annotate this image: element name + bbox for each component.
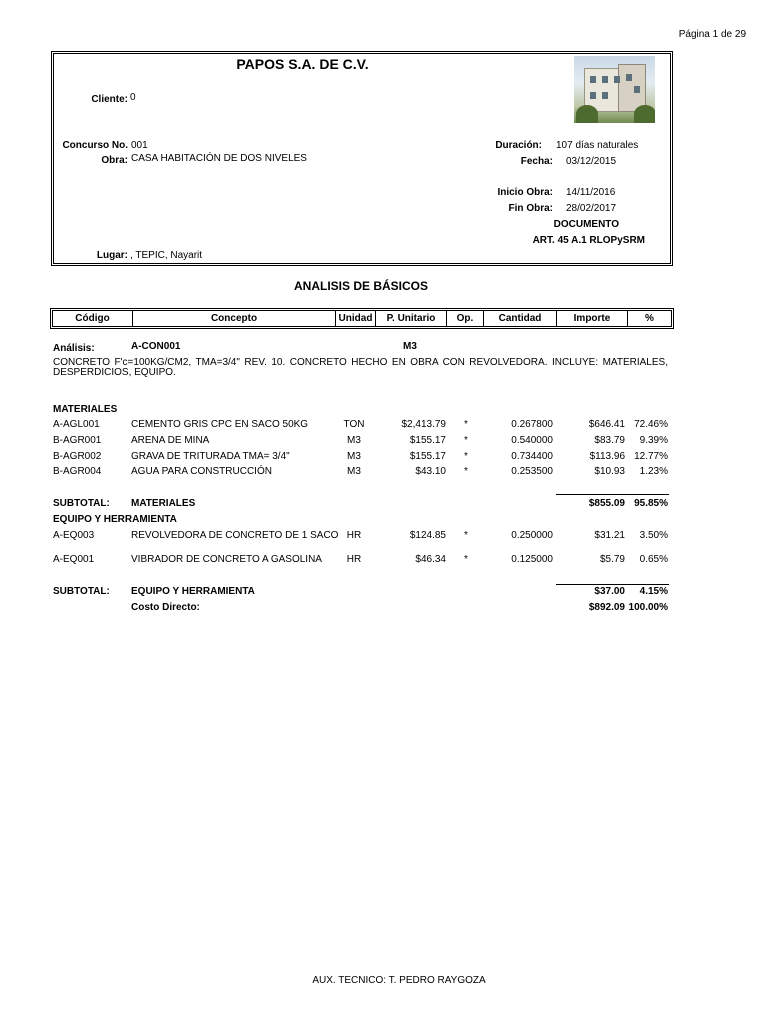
subtotal-label: SUBTOTAL: [53,498,110,509]
row-unit: TON [343,419,365,430]
costo-directo-label: Costo Directo: [131,602,200,613]
row-op: * [464,466,468,477]
row-qty: 0.734400 [511,451,553,462]
subtotal-name: EQUIPO Y HERRAMIENTA [131,586,255,597]
documento-label: DOCUMENTO [553,219,619,230]
row-code: B-AGR001 [53,435,102,446]
analysis-code: A-CON001 [131,341,181,352]
analysis-label: Análisis: [53,343,95,354]
subtotal-pct: 95.85% [634,498,668,509]
analysis-description-line1: CONCRETO F'c=100KG/CM2, TMA=3/4" REV. 10. CONCRETO HECHO EN OBRA CON REVOLVEDORA. INCLUYE: MATERIALES, [53,357,668,368]
row-pct: 9.39% [639,435,668,446]
row-op: * [464,451,468,462]
fin-obra-label: Fin Obra: [508,203,553,214]
row-price: $155.17 [409,435,446,446]
row-qty: 0.125000 [511,554,553,565]
row-qty: 0.250000 [511,530,553,541]
subtotal-amount: $37.00 [594,586,625,597]
row-pct: 12.77% [634,451,668,462]
subtotal-label: SUBTOTAL: [53,586,110,597]
row-qty: 0.253500 [511,466,553,477]
row-concept: AGUA PARA CONSTRUCCIÓN [131,466,272,477]
company-photo [574,56,655,123]
column-header-concepto: Concepto [133,311,336,326]
row-unit: M3 [347,466,361,477]
inicio-obra-value: 14/11/2016 [566,187,616,198]
concurso-label: Concurso No. [62,140,128,151]
row-price: $124.85 [409,530,446,541]
row-code: A-AGL001 [53,419,100,430]
obra-label: Obra: [101,155,128,166]
row-op: * [464,435,468,446]
analysis-unit: M3 [403,341,417,352]
row-amount: $10.93 [594,466,625,477]
subtotal-name: MATERIALES [131,498,196,509]
row-concept: CEMENTO GRIS CPC EN SACO 50KG [131,419,309,430]
analysis-description-line2: DESPERDICIOS, EQUIPO. [53,367,176,378]
row-qty: 0.267800 [511,419,553,430]
inicio-obra-label: Inicio Obra: [497,187,553,198]
row-unit: M3 [347,435,361,446]
row-op: * [464,419,468,430]
fecha-value: 03/12/2015 [566,156,617,167]
row-concept: GRAVA DE TRITURADA TMA= 3/4" [131,451,290,462]
row-code: B-AGR004 [53,466,102,477]
row-price: $2,413.79 [401,419,446,430]
row-concept: REVOLVEDORA DE CONCRETO DE 1 SACO [131,530,339,541]
lugar-label: Lugar: [96,250,128,261]
row-unit: HR [346,530,362,541]
company-name: PAPOS S.A. DE C.V. [236,56,369,72]
column-header-pct: % [645,313,654,324]
row-qty: 0.540000 [511,435,553,446]
cliente-value: 0 [130,92,136,103]
row-pct: 1.23% [639,466,668,477]
row-amount: $646.41 [588,419,625,430]
row-unit: M3 [347,451,361,462]
column-header-p-unitario: P. Unitario [376,311,447,326]
articulo-label: ART. 45 A.1 RLOPySRM [532,235,645,246]
column-header-importe: Importe [557,311,628,326]
costo-directo-pct: 100.00% [628,602,668,613]
subtotal-pct: 4.15% [639,586,668,597]
duracion-label: Duración: [495,140,542,151]
row-amount: $5.79 [599,554,625,565]
row-pct: 0.65% [639,554,668,565]
row-code: B-AGR002 [53,451,102,462]
row-op: * [464,530,468,541]
row-pct: 72.46% [634,419,668,430]
row-amount: $83.79 [594,435,625,446]
row-op: * [464,554,468,565]
equipo-title: EQUIPO Y HERRAMIENTA [53,514,177,525]
row-concept: ARENA DE MINA [131,435,210,446]
footer-signature: AUX. TECNICO: T. PEDRO RAYGOZA [312,975,486,986]
row-concept: VIBRADOR DE CONCRETO A GASOLINA [131,554,322,565]
column-header-unidad: Unidad [336,311,376,326]
row-price: $155.17 [409,451,446,462]
fecha-label: Fecha: [520,156,553,167]
lugar-value: , TEPIC, Nayarit [130,250,203,261]
page-number: Página 1 de 29 [678,29,746,40]
duracion-value: 107 días naturales [556,140,639,151]
row-amount: $113.96 [589,451,625,462]
row-code: A-EQ003 [53,530,95,541]
row-code: A-EQ001 [53,554,95,565]
column-header-row [52,310,672,327]
concurso-value: 001 [131,140,148,151]
subtotal-rule [556,584,669,585]
column-header-codigo: Código [53,311,133,326]
row-unit: HR [346,554,362,565]
subtotal-amount: $855.09 [588,498,625,509]
section-title: ANALISIS DE BÁSICOS [293,279,428,293]
subtotal-rule [556,494,669,495]
column-header-op: Op. [447,311,484,326]
row-pct: 3.50% [639,530,668,541]
cliente-label: Cliente: [91,94,128,105]
costo-directo-amount: $892.09 [588,602,625,613]
row-price: $43.10 [415,466,446,477]
row-amount: $31.21 [594,530,625,541]
row-price: $46.34 [415,554,446,565]
materiales-title: MATERIALES [53,404,118,415]
obra-value: CASA HABITACIÓN DE DOS NIVELES [131,153,307,164]
column-header-cantidad: Cantidad [484,311,557,326]
fin-obra-value: 28/02/2017 [566,203,617,214]
